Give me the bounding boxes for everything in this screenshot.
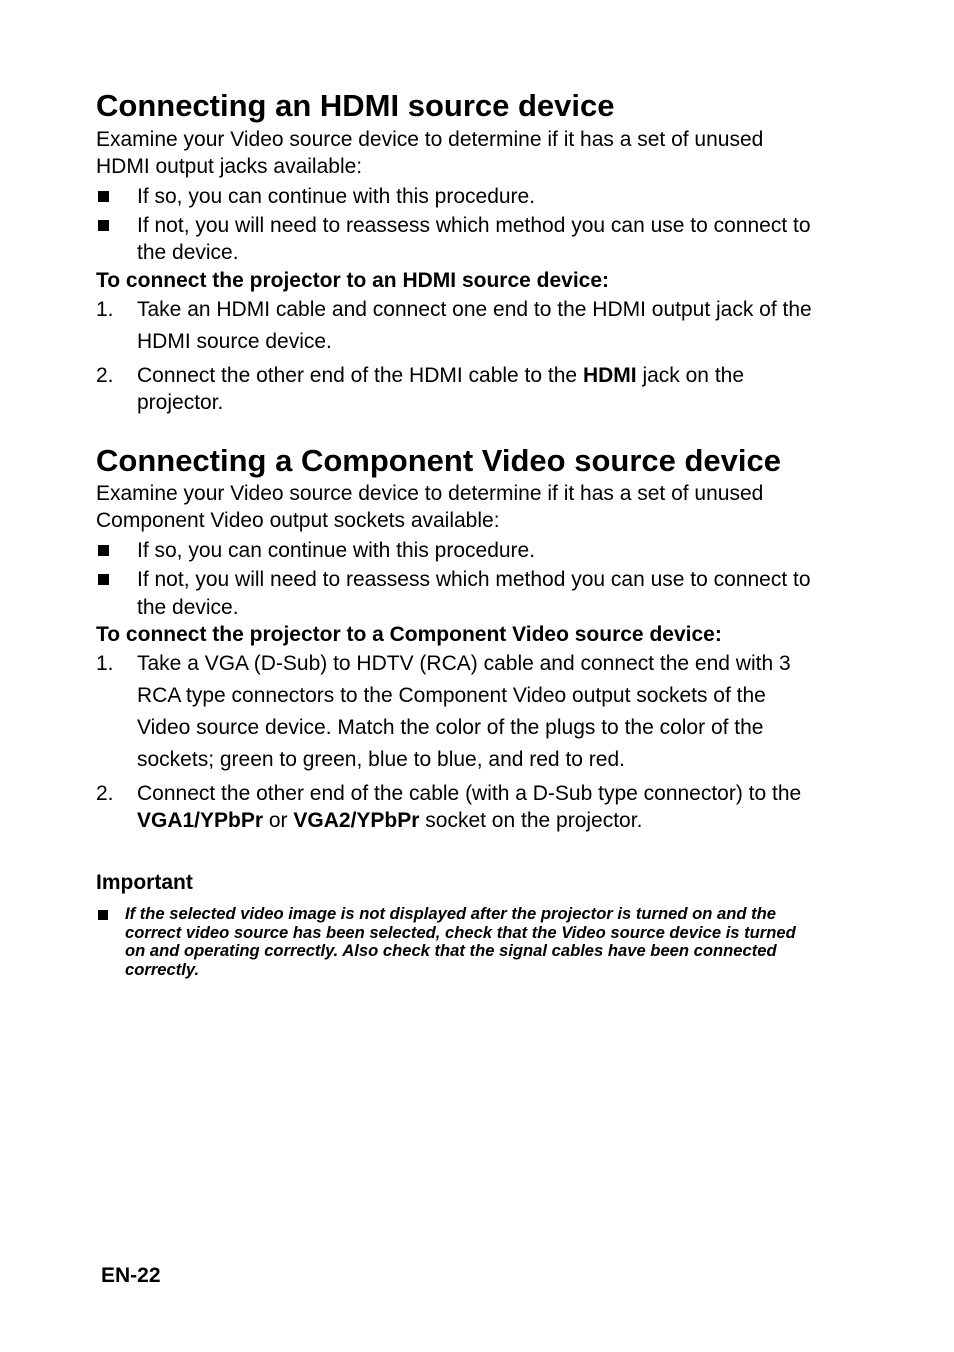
page-number: EN-22 (101, 1264, 161, 1287)
component-intro-line2: Component Video output sockets available: (96, 509, 500, 532)
component-step1-line2: RCA type connectors to the Component Video output sockets of the (137, 684, 766, 707)
hdmi-intro-line1: Examine your Video source device to determine if it has a set of unused (96, 128, 764, 151)
component-procedure-heading: To connect the projector to a Component Video source device: (96, 623, 722, 646)
hdmi-procedure-heading: To connect the projector to an HDMI source device: (96, 269, 610, 292)
hdmi-step1-line2: HDMI source device. (137, 330, 332, 353)
component-step1-number: 1. (96, 652, 114, 675)
component-bullet1: If so, you can continue with this procedure. (137, 539, 536, 562)
hdmi-intro-line2: HDMI output jacks available: (96, 155, 363, 178)
component-step2-line2 (137, 810, 642, 831)
hdmi-step2-text-post: jack on the (636, 364, 745, 387)
component-step2-number: 2. (96, 782, 114, 805)
component-bullet2-line1: If not, you will need to reassess which method you can use to connect to (137, 568, 811, 591)
component-step2-text-post: socket on the projector. (419, 809, 643, 832)
important-note-line4: correctly. (125, 960, 200, 979)
hdmi-bullet1: If so, you can continue with this procedure. (137, 185, 536, 208)
hdmi-step1-number: 1. (96, 298, 114, 321)
square-bullet-icon (98, 574, 109, 585)
square-bullet-icon (98, 545, 109, 556)
hdmi-jack-label: HDMI (582, 364, 637, 387)
vga1-socket-label: VGA1/YPbPr (137, 809, 264, 832)
component-section-heading: Connecting a Component Video source device (96, 443, 781, 478)
component-step2-line1: Connect the other end of the cable (with a D-Sub type connector) to the (137, 782, 802, 805)
hdmi-bullet2-line2: the device. (137, 241, 239, 264)
square-bullet-icon (98, 910, 108, 920)
hdmi-bullet2-line1: If not, you will need to reassess which method you can use to connect to (137, 214, 811, 237)
hdmi-step2-text-pre: Connect the other end of the HDMI cable to the (137, 364, 583, 387)
hdmi-step2-number: 2. (96, 364, 114, 387)
component-bullet2-line2: the device. (137, 596, 239, 619)
important-heading: Important (96, 871, 193, 894)
component-step1-line1: Take a VGA (D-Sub) to HDTV (RCA) cable and connect the end with 3 (137, 652, 791, 675)
hdmi-section-heading: Connecting an HDMI source device (96, 88, 615, 123)
component-step1-line4: sockets; green to green, blue to blue, and red to red. (137, 748, 625, 771)
square-bullet-icon (98, 191, 109, 202)
component-step2-text-mid: or (263, 809, 294, 832)
component-step1-line3: Video source device. Match the color of the plugs to the color of the (137, 716, 764, 739)
important-note-line1: If the selected video image is not displayed after the projector is turned on and the (125, 904, 776, 923)
hdmi-step2-line2: projector. (137, 391, 224, 414)
component-intro-line1: Examine your Video source device to determine if it has a set of unused (96, 482, 764, 505)
hdmi-step1-line1: Take an HDMI cable and connect one end to the HDMI output jack of the (137, 298, 812, 321)
important-note-line3: on and operating correctly. Also check that the signal cables have been connected (125, 941, 777, 960)
square-bullet-icon (98, 220, 109, 231)
vga2-socket-label: VGA2/YPbPr (293, 809, 420, 832)
important-note-line2: correct video source has been selected, check that the Video source device is turned (125, 923, 796, 942)
hdmi-step2-line1 (137, 365, 744, 386)
